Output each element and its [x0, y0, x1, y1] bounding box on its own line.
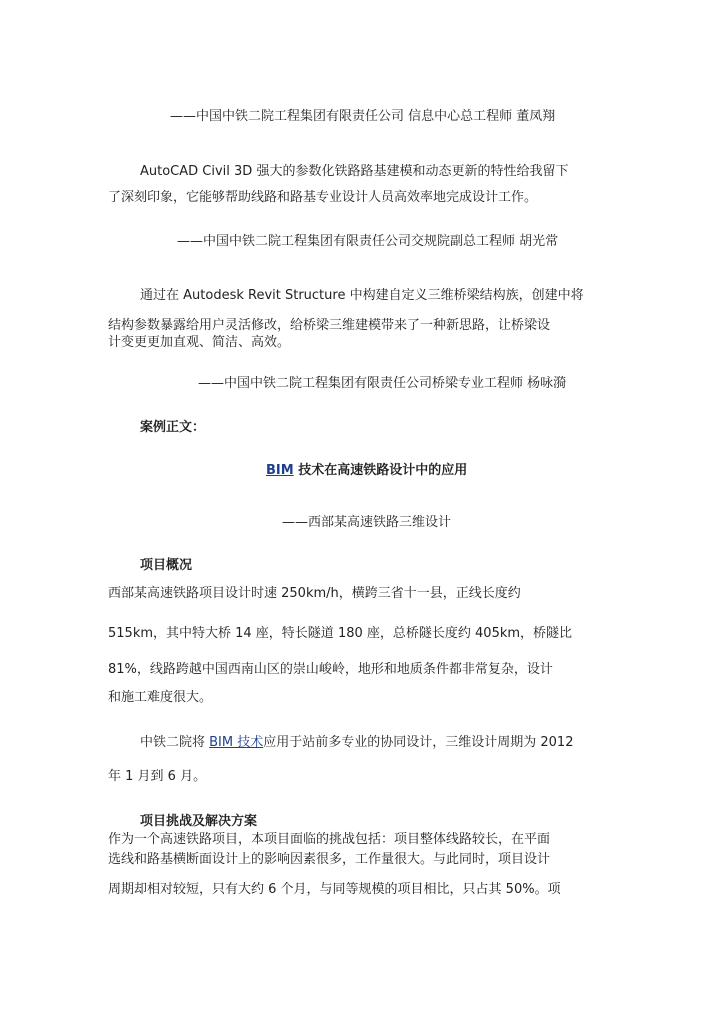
challenges-line-3: 周期却相对较短，只有大约 6 个月，与同等规模的项目相比，只占其 50%。项	[108, 882, 561, 897]
quote-attribution-1: ——中国中铁二院工程集团有限责任公司 信息中心总工程师 董凤翔	[170, 109, 556, 124]
quote-body-2-line-1: AutoCAD Civil 3D 强大的参数化铁路路基建模和动态更新的特性给我留下	[140, 164, 569, 179]
article-title-text: 技术在高速铁路设计中的应用	[293, 463, 468, 478]
overview-para2-line-2: 年 1 月到 6 月。	[108, 769, 207, 784]
bim-tech-link[interactable]: BIM 技术	[209, 735, 264, 750]
quote-body-3-line-1: 通过在 Autodesk Revit Structure 中构建自定义三维桥梁结构族，创建中将	[140, 288, 584, 303]
overview-line-2: 515km，其中特大桥 14 座，特长隧道 180 座，总桥隧长度约 405km，桥隧比	[108, 626, 573, 641]
challenges-line-2: 选线和路基横断面设计上的影响因素很多，工作量很大。与此同时，项目设计	[108, 852, 551, 867]
quote-body-3-line-2: 结构参数暴露给用户灵活修改，给桥梁三维建模带来了一种新思路，让桥梁设	[108, 318, 551, 333]
quote-attribution-2: ——中国中铁二院工程集团有限责任公司交规院副总工程师 胡光常	[177, 234, 559, 249]
article-title	[266, 462, 467, 480]
article-subtitle: ——西部某高速铁路三维设计	[282, 515, 452, 530]
quote-body-2-line-2: 了深刻印象，它能够帮助线路和路基专业设计人员高效率地完成设计工作。	[108, 190, 538, 205]
overview-line-1: 西部某高速铁路项目设计时速 250km/h，横跨三省十一县，正线长度约	[108, 586, 521, 601]
overview-para2-line-1	[140, 734, 573, 752]
quote-body-3-line-3: 计变更更加直观、简洁、高效。	[108, 335, 291, 350]
case-heading: 案例正文：	[140, 420, 206, 435]
overview-para2-suffix: 应用于站前多专业的协同设计，三维设计周期为 2012	[263, 735, 574, 750]
overview-para2-prefix: 中铁二院将	[140, 735, 210, 750]
overview-line-4: 和施工难度很大。	[108, 690, 213, 705]
section-heading-challenges: 项目挑战及解决方案	[140, 814, 258, 829]
article-title-link[interactable]: BIM	[266, 463, 294, 478]
overview-line-3: 81%，线路跨越中国西南山区的崇山峻岭，地形和地质条件都非常复杂，设计	[108, 662, 553, 677]
quote-attribution-3: ——中国中铁二院工程集团有限责任公司桥梁专业工程师 杨咏漪	[198, 376, 567, 391]
section-heading-overview: 项目概况	[140, 558, 193, 573]
challenges-line-1: 作为一个高速铁路项目，本项目面临的挑战包括：项目整体线路较长，在平面	[108, 832, 551, 847]
